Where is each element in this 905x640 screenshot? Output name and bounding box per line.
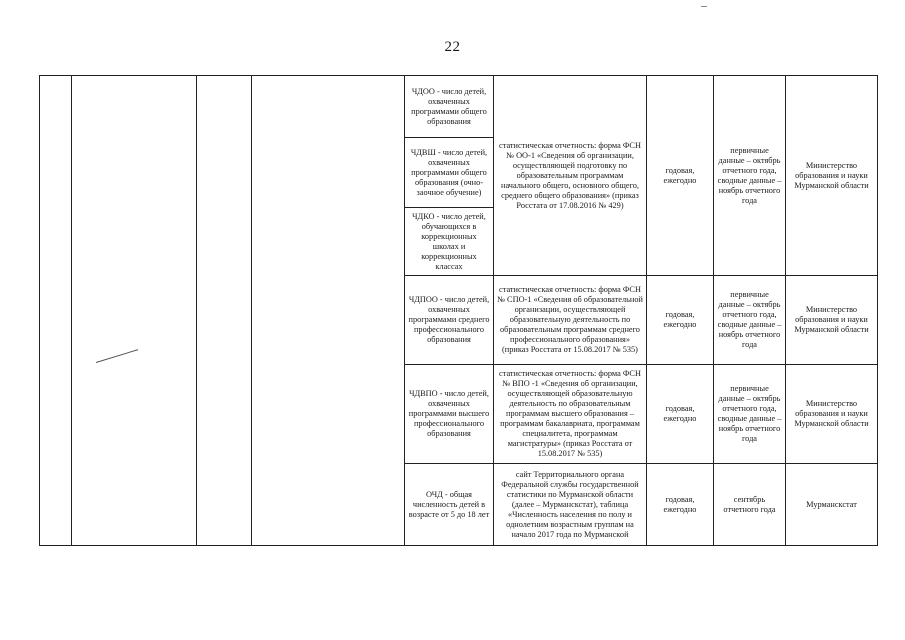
indicator-cell: ЧДВПО - число детей, охваченных программами высшего профессионального образования — [405, 365, 494, 464]
source-cell: статистическая отчетность: форма ФСН № ОО-1 «Сведения об организации, осуществляющей подготовку по образовательным программам начального общего, основного общего, среднего общего образования» (приказ Росстата от 17.08.2016 № 429) — [494, 76, 647, 276]
timing-cell: первичные данные – октябрь отчетного года, сводные данные – ноябрь отчетного года — [714, 76, 786, 276]
indicator-cell: ЧДОО - число детей, охваченных программами общего образования — [405, 76, 494, 138]
responsible-cell: Министерство образования и науки Мурманской области — [786, 276, 878, 365]
periodicity-cell: годовая, ежегодно — [647, 276, 714, 365]
indicator-cell: ЧДКО - число детей, обучающихся в коррекционных школах и коррекционных классах — [405, 208, 494, 276]
timing-cell: первичные данные – октябрь отчетного года, сводные данные – ноябрь отчетного года — [714, 276, 786, 365]
unit-cell — [197, 76, 252, 546]
number-cell — [40, 76, 72, 546]
timing-cell: сентябрь отчетного года — [714, 464, 786, 546]
source-cell: статистическая отчетность: форма ФСН № СПО-1 «Сведения об образовательной организации, осуществляющей образовательную деятельность по образовательным программам среднего профессионального образования» (приказ Росстата от 15.08.2017 № 535) — [494, 276, 647, 365]
scan-dash-mark — [701, 6, 707, 7]
timing-cell: первичные данные – октябрь отчетного года, сводные данные – ноябрь отчетного года — [714, 365, 786, 464]
responsible-cell: Министерство образования и науки Мурманской области — [786, 365, 878, 464]
source-cell: сайт Территориального органа Федеральной службы государственной статистики по Мурманской области (далее – Мурманскстат), таблица «Численность населения по полу и однолетним возрастным группам на начало 2017 года по Мурманской — [494, 464, 647, 546]
indicator-cell: ЧДВШ - число детей, охваченных программами общего образования (очно-заочное обучение) — [405, 138, 494, 208]
indicator-cell: ЧДПОО - число детей, охваченных программами среднего профессионального образования — [405, 276, 494, 365]
indicator-name-cell — [72, 76, 197, 546]
formula-cell — [252, 76, 405, 546]
periodicity-cell: годовая, ежегодно — [647, 464, 714, 546]
page-number: 22 — [444, 39, 461, 55]
responsible-cell: Министерство образования и науки Мурманской области — [786, 76, 878, 276]
source-cell: статистическая отчетность: форма ФСН № ВПО -1 «Сведения об организации, осуществляющей образовательную деятельность по образовательным программам высшего образования – программам бакалавриата, программам специалитета, программам магистратуры» (приказ Росстата от 15.08.2017 № 535) — [494, 365, 647, 464]
periodicity-cell: годовая, ежегодно — [647, 76, 714, 276]
indicator-cell: ОЧД - общая численность детей в возрасте от 5 до 18 лет — [405, 464, 494, 546]
table-row — [40, 76, 878, 138]
periodicity-cell: годовая, ежегодно — [647, 365, 714, 464]
data-sources-table — [39, 75, 878, 546]
responsible-cell: Мурманскстат — [786, 464, 878, 546]
